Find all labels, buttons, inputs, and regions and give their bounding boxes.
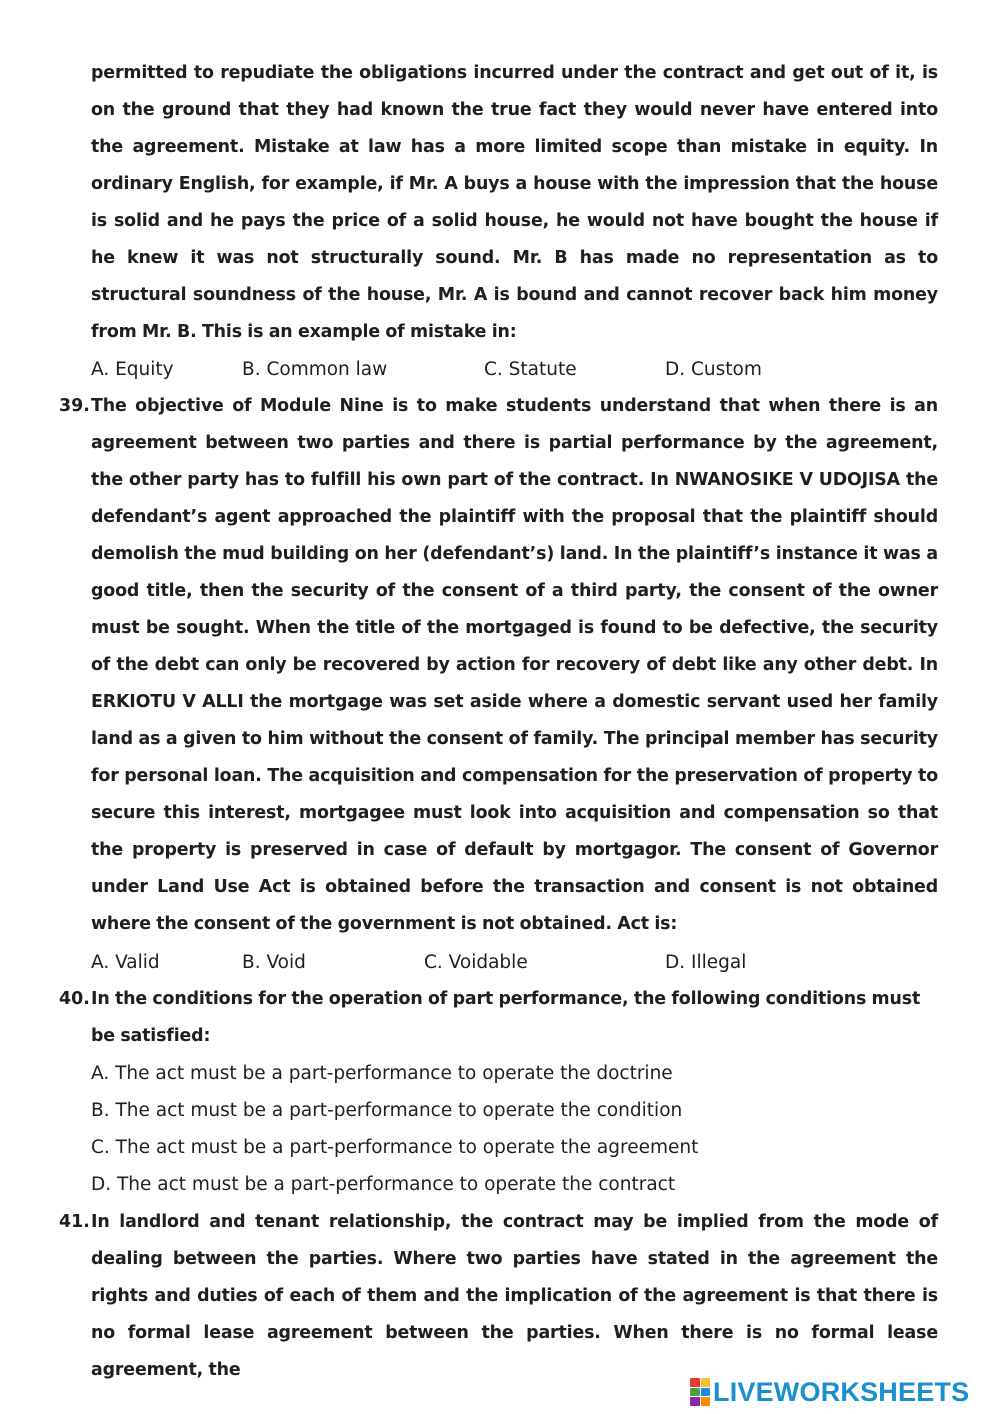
question-40-option-d[interactable]: D. The act must be a part-performance to operate the contract (91, 1174, 676, 1195)
liveworksheets-logo-icon (690, 1378, 710, 1406)
liveworksheets-logo-text: LIVEWORKSHEETS (713, 1376, 970, 1407)
question-41-number: 41. (59, 1212, 90, 1232)
question-39-option-d[interactable]: D. Illegal (665, 952, 747, 973)
question-39-option-c[interactable]: C. Voidable (424, 952, 528, 973)
question-40-option-c[interactable]: C. The act must be a part-performance to operate the agreement (91, 1137, 699, 1158)
question-38-option-a[interactable]: A. Equity (91, 359, 174, 380)
question-40-number: 40. (59, 989, 90, 1009)
question-40-option-a[interactable]: A. The act must be a part-performance to operate the doctrine (91, 1063, 673, 1084)
question-40-text: In the conditions for the operation of part performance, the following conditions must be satisfied: (91, 989, 921, 1046)
question-39-option-a[interactable]: A. Valid (91, 952, 160, 973)
liveworksheets-logo (690, 1374, 969, 1410)
question-38-option-c[interactable]: C. Statute (484, 359, 577, 380)
question-41-text: In landlord and tenant relationship, the contract may be implied from the mode of dealing between the parties. Where two parties have stated in the agreement the rights and duties of each of them and the implication of the agreement is that there is no formal lease agreement between the parties. When there is no formal lease agreement, the (91, 1212, 938, 1380)
question-39-option-b[interactable]: B. Void (242, 952, 306, 973)
question-38-option-d[interactable]: D. Custom (665, 359, 762, 380)
question-40-option-b[interactable]: B. The act must be a part-performance to operate the condition (91, 1100, 683, 1121)
question-39-text: The objective of Module Nine is to make students understand that when there is an agreement between two parties and there is partial performance by the agreement, the other party has to fulfill his own part of the contract. In NWANOSIKE V UDOJISA the defendant’s agent approached the plaintiff with the proposal that the plaintiff should demolish the mud building on her (defendant’s) land. In the plaintiff’s instance it was a good title, then the security of the consent of a third party, the consent of the owner must be sought. When the title of the mortgaged is found to be defective, the security of the debt can only be recovered by action for recovery of debt like any other debt. In ERKIOTU V ALLI the mortgage was set aside where a domestic servant used her family land as a given to him without the consent of family. The principal member has security for personal loan. The acquisition and compensation for the preservation of property to secure this interest, mortgagee must look into acquisition and compensation so that the property is preserved in case of default by mortgagor. The consent of Governor under Land Use Act is obtained before the transaction and consent is not obtained where the consent of the government is not obtained. Act is: (91, 396, 938, 934)
question-38-text: permitted to repudiate the obligations incurred under the contract and get out of it, is on the ground that they had known the true fact they would never have entered into the agreement. Mistake at law has a more limited scope than mistake in equity. In ordinary English, for example, if Mr. A buys a house with the impression that the house is solid and he pays the price of a solid house, he would not have bought the house if he knew it was not structurally sound. Mr. B has made no representation as to structural soundness of the house, Mr. A is bound and cannot recover back him money from Mr. B. This is an example of mistake in: (91, 63, 938, 342)
question-38-option-b[interactable]: B. Common law (242, 359, 388, 380)
question-39-number: 39. (59, 396, 90, 416)
